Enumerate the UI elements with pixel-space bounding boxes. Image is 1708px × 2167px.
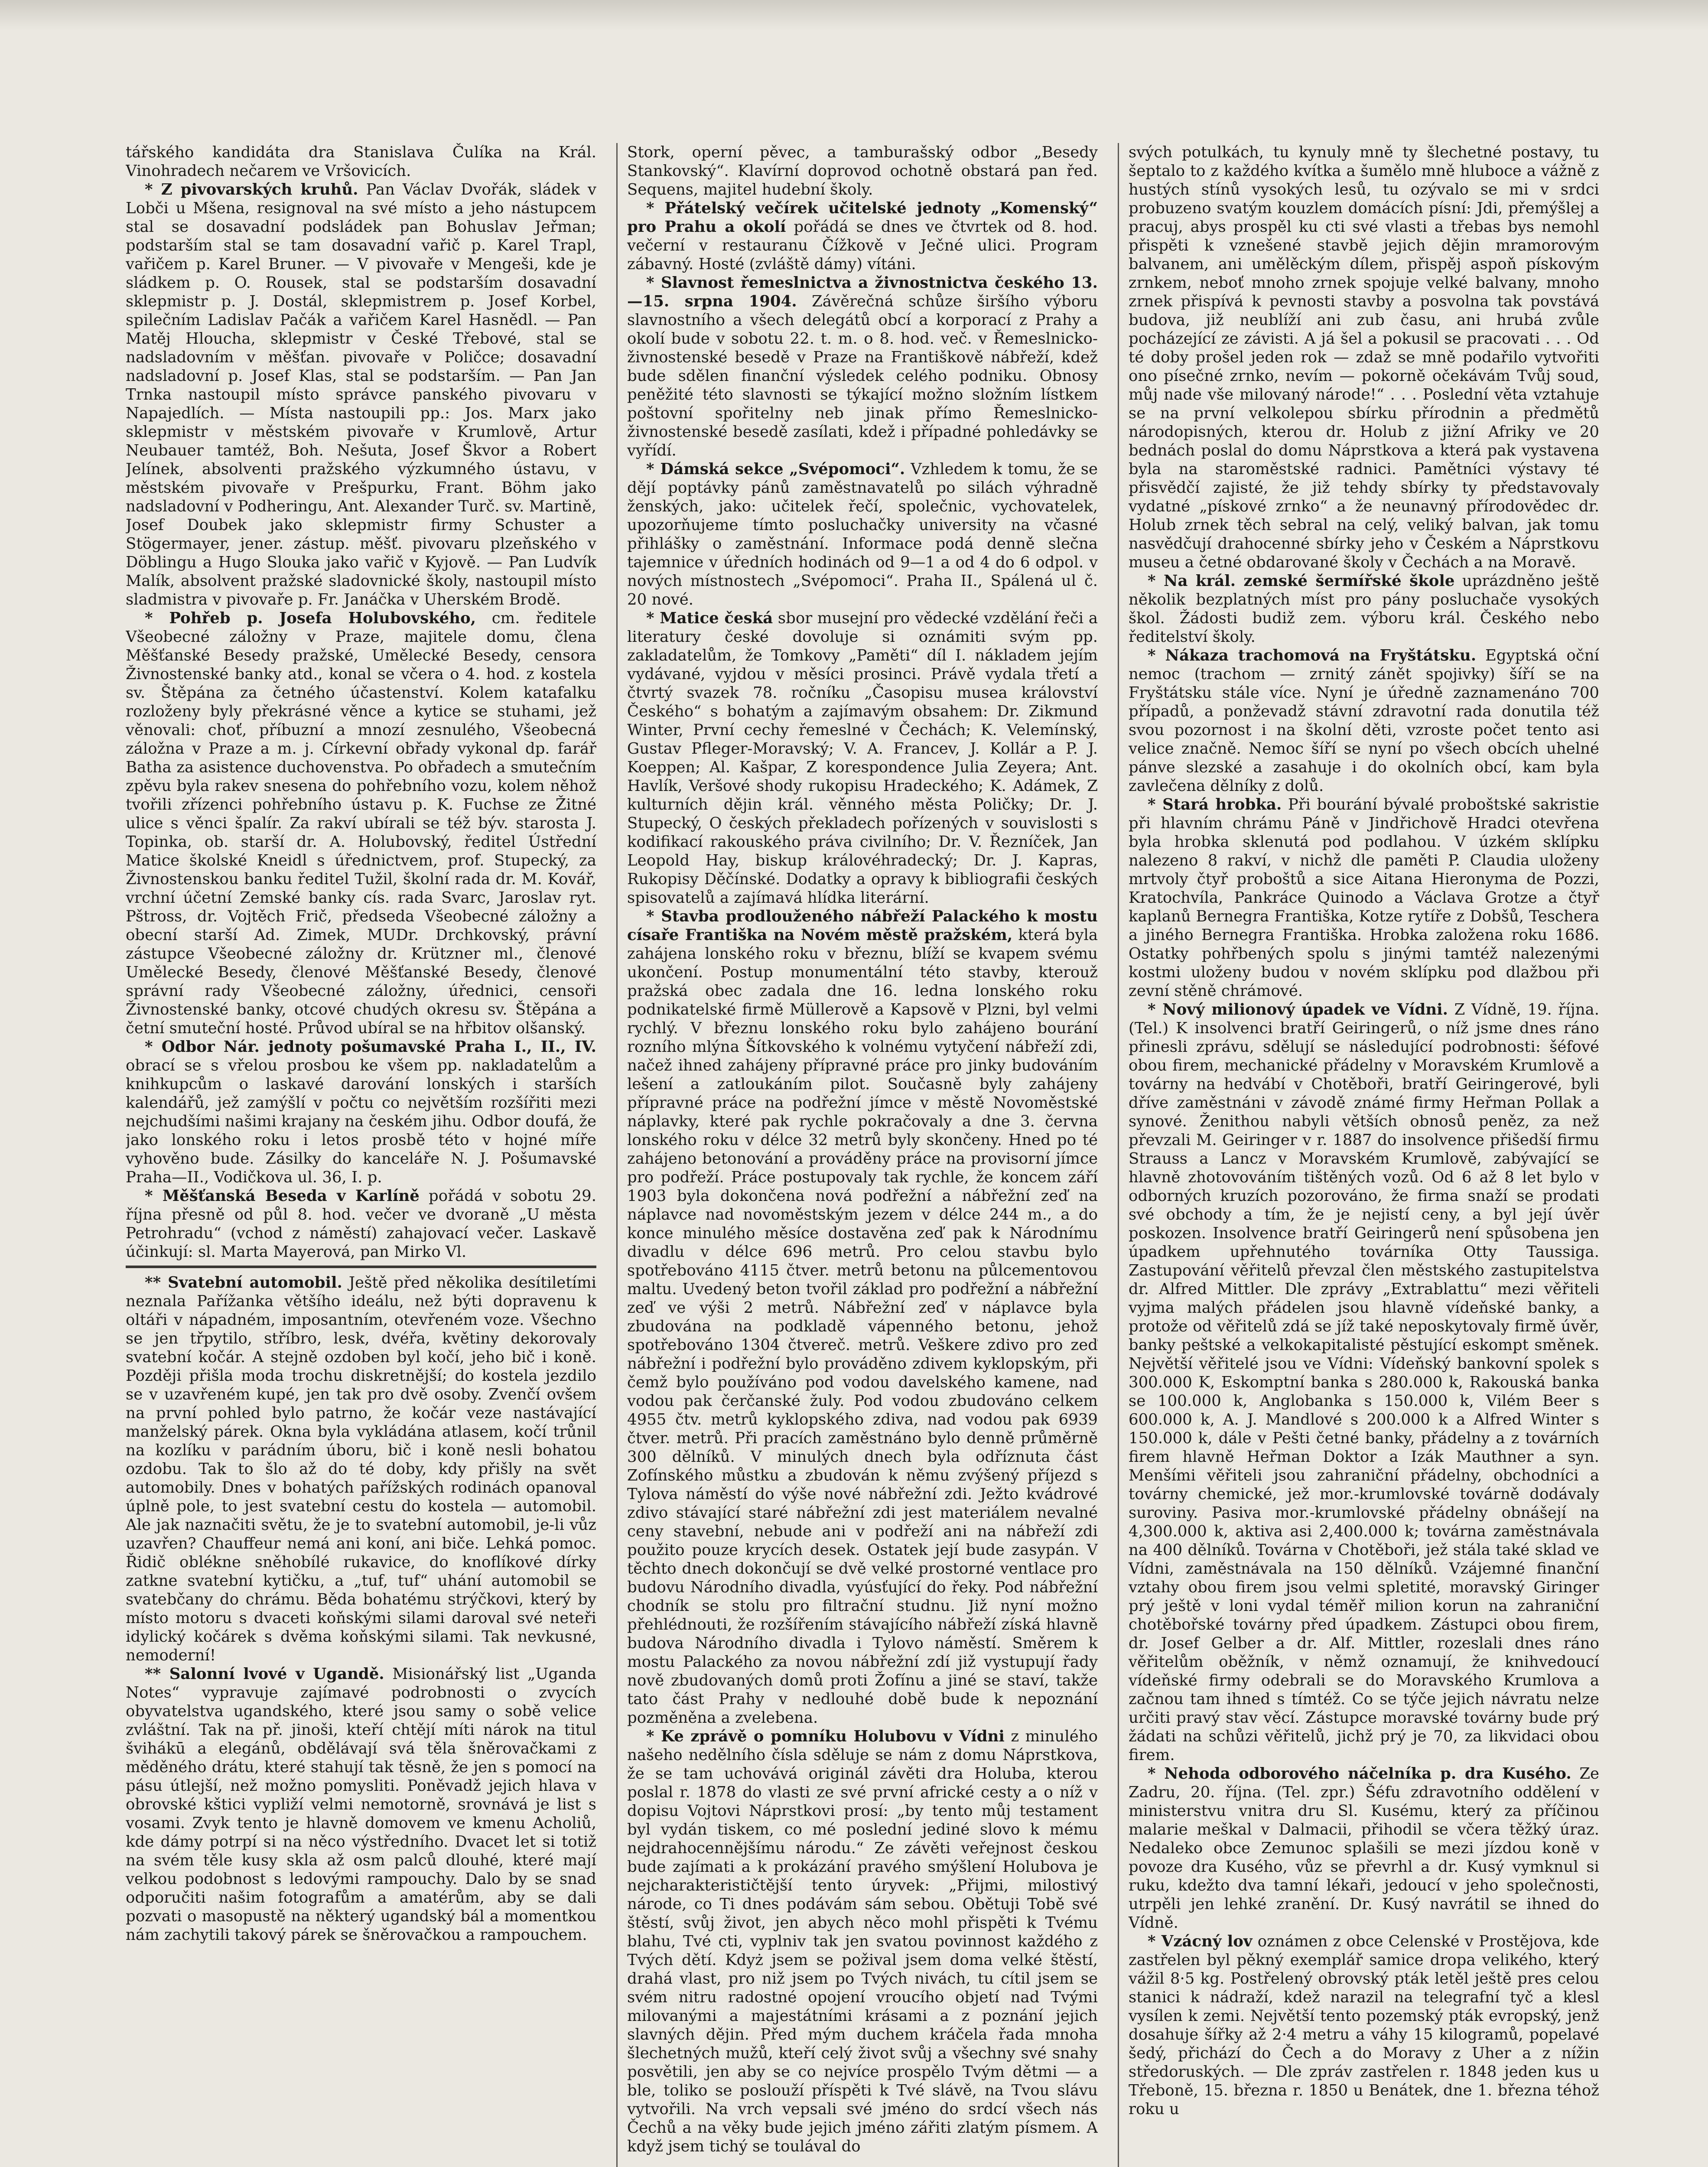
article-heading: * Matice česká: [646, 609, 773, 627]
article-text: z minulého našeho nedělního čísla sděluje se nám z domu Náprstkova, že se tam uchovává originál závěti dra Holuba, kterou poslal r. 1878 do vlasti ze své první africké cesty a o níž v dopisu Vojtovi Náprstkovi prosí: „by tento můj testament byl vydán tiskem, co mé poslední jediné slovo k mému nejdrahocennějšímu národu.“ Ze závěti veřejnost českou bude zajímati a k prokázání pravého smýšlení Holubova je nejcharakterističtější tento úryvek: „Přijmi, milostivý národe, co Ti dnes podávám sám sebou. Obětuji Tobě své štěstí, svůj život, jen abych něco mohl přispěti k Tvému blahu, Tvé cti, vyplniv tak jen svatou povinnost každého z Tvých dětí. Kdyż jsem se požival jsem doma velké štěstí, drahá vlast, pro niž jsem po Tvých nivách, tu cítil jsem se svém nitru radostné opojení vroucího objetí nad Tvými milovanými a majestátními krásami a z poznání jejich slavných dějin. Před mým duchem kráčela řada mnoha šlechetných mužů, kteří celý život svůj a všechny své snahy posvětili, jen aby se co nejvíce prospělo Tvým dětmi — a ble, toliko se poslouží příspěti k Tvé slávě, na Tvou slávu vytvořili. Na vrch vepsali své jméno do srdcí všech nás Čechů a na věky bude jejich jméno zářiti zlatým písmem. A když jsem tichý se toulával do: [627, 1728, 1098, 2155]
article-paragraph: [627, 199, 1098, 273]
article-heading: * Vzácný lov: [1148, 1933, 1253, 1950]
article-paragraph: [627, 460, 1098, 609]
column-3: [1118, 143, 1599, 2167]
article-paragraph: [1129, 646, 1599, 795]
article-paragraph: [126, 180, 596, 609]
article-heading: * Na král. zemské šermířské škole: [1148, 572, 1455, 590]
article-paragraph: [1129, 795, 1599, 1000]
text-columns: [126, 143, 1599, 2167]
column-1: [126, 143, 596, 2167]
article-paragraph: [1129, 143, 1599, 572]
article-paragraph: [627, 1727, 1098, 2156]
article-heading: * Pohřeb p. Josefa Holubovského,: [145, 609, 476, 627]
article-text: sbor musejní pro vědecké vzdělání řeči a literatury české dovoluje si oznámiti svým pp. zakladatelům, že Tomkovy „Paměti“ díl I. nákladem jejím vydávané, vyjdou v měsíci prosinci. Právě vydala třetí a čtvrtý svazek 78. ročníku „Časopisu musea království Českého“ s bohatým a zajímavým obsahem: Dr. Zikmund Winter, První cechy řemeslné v Čechách; K. Velemínský, Gustav Pfleger-Moravský; V. A. Francev, J. Kollár a P. J. Koeppen; Al. Kašpar, Z korespondence Julia Zeyera; Ant. Havlík, Veršové shody rukopisu Hradeckého; K. Adámek, Z kulturních dějin král. věnného města Poličky; Dr. J. Stupecký, O českých překladech pořízených v souvislosti s kodifikací rakouského práva civilního; Dr. V. Řezníček, Jan Leopold Hay, biskup královéhradecký; Dr. J. Kapras, Rukopisy Děčínské. Dodatky a opravy k bibliografii českých spisovatelů a zajímavá hlídka literární.: [627, 609, 1098, 907]
article-text: pořádá se dnes ve čtvrtek od 8. hod. večerní v restauranu Čížkově v Ječné ulici. Program zábavný. Hosté (zvláště dámy) vítáni.: [627, 218, 1098, 273]
article-heading: * Nehoda odborového náčelníka p. dra Kusého.: [1148, 1765, 1571, 1783]
article-text: Závěrečná schůze širšího výboru slavnostního a všech delegátů obcí a korporací z Prahy a okolí bude v sobotu 22. t. m. o 8. hod. več. v Řemeslnicko-živnostenské besedě v Praze na Františkově nábřeží, kdež bude sdělen finanční výsledek celého podniku. Obnosy peněžité této slavnosti se týkající možno složním lístkem poštovní spořitelny neb jinak přímo Řemeslnicko-živnostenské besedě zasílati, kdež i případné pohledávky se vyřídí.: [627, 293, 1098, 459]
column-2: [616, 143, 1098, 2167]
article-heading: * Měšťanská Beseda v Karlíně: [145, 1187, 420, 1205]
article-text: Vzhledem k tomu, že se dějí poptávky pánů zaměstnavatelů po silách výhradně ženských, jako: učitelek řečí, společnic, vychovatelek, upozorňujeme tímto posluchačky university na včasné přihlášky o zaměstnání. Informace podá denně slečna tajemnice v úředních hodinách od 9—1 a od 4 do 6 odpol. v nových místnostech „Svépomoci“. Praha II., Spálená ul č. 20 nové.: [627, 460, 1098, 608]
article-heading: * Přátelský večírek učitelské jednoty „Komenský“ pro Prahu a okolí: [627, 199, 1098, 236]
article-heading: * Stará hrobka.: [1148, 796, 1282, 813]
article-text: obrací se s vřelou prosbou ke všem pp. nakladatelům a knihkupcům o laskavé darování lonských i starších kalendářů, jež zamýšlí v počtu co největším rozšířiti mezi nejchudšími našimi krajany na českém jihu. Odbor doufá, že jako lonského roku i letos prosbě této v hojné míře vyhověno bude. Zásilky do kanceláře N. J. Pošumavské Praha—II., Vodičkova ul. 36, I. p.: [126, 1057, 596, 1186]
article-paragraph: [1129, 1764, 1599, 1932]
article-text: cm. ředitele Všeobecné záložny v Praze, majitele domu, člena Měšťanské Besedy pražské, Umělecké Besedy, censora Živnostenské banky atd., konal se včera o 4. hod. z kostela sv. Štěpána za četného účastenství. Kolem katafalku rozloženy byly překrásné věnce a kytice se stuhami, jež věnovali: choť, příbuzní a mnozí zesnulého, Všeobecná záložna v Praze a m. j. Církevní obřady vykonal dp. farář Batha za asistence duchovenstva. Po obřadech a smutečním zpěvu byla rakev snesena do pohřebního vozu, kolem něhož tvořili zřízenci pohřebního ústavu p. K. Fuchse ze Žitné ulice s věnci špalír. Za rakví ubírali se též býv. starosta J. Topinka, ob. starší dr. A. Holubovský, ředitel Ústřední Matice školské Kneidl s úřednictvem, prof. Stupecký, za Živnostenskou banku ředitel Tužil, školní rada dr. M. Kovář, vrchní účetní Zemské banky cís. rada Svarc, Jaroslav ryt. Pštross, dr. Vojtěch Frič, předseda Všeobecné záložny a obecní starší Ad. Zimek, MUDr. Drchkovský, právní zástupce Všeobecné záložny dr. Krützner ml., členové Umělecké Besedy, členové Měšťanské Besedy, členové správní rady Všeobecné záložny, úřednici, censoři Živnostenské banky, otcové chudých okresu sv. Štěpána a četní smuteční hosté. Průvod ubíral se na hřbitov olšanský.: [126, 609, 596, 1037]
article-heading: * Odbor Nár. jednoty pošumavské Praha I., II., IV.: [145, 1038, 596, 1056]
article-text: Ještě před několika desítiletími neznala Pařížanka většího ideálu, než býti dopravenu k oltáři v nápadném, imposantním, otevřeném voze. Všechno se jen třpytilo, stříbro, lesk, dvéřa, květiny dekorovaly svatební kočár. A stejně ozdoben byl kočí, jeho bič i koně. Později přišla moda trochu diskretnější; do kostela jezdilo se v uzavřeném kupé, jen tak pro dvě osoby. Zvenčí ovšem na první pohled bylo patrno, že kočár veze nastávající manželský párek. Okna byla vykládána atlasem, kočí trůnil na kozlíku v parádním úboru, bič i koně nesli bohatou ozdobu. Tak to šlo až do té doby, kdy přišly na svět automobily. Dnes v bohatých pařížských rodinách opanoval úplně pole, to jest svatební cestu do kostela — automobil. Ale jak naznačiti světu, že je to svatební automobil, je-li vůz uzavřen? Chauffeur nemá ani koní, ani biče. Lehká pomoc. Řidič oblékne sněhobílé rukavice, do knoflíkové dírky zatkne svatební kytičku, a „tuf, tuf“ uhání automobil se svatebčany do chrámu. Běda bohatému strýčkovi, který by místo motoru s dvaceti koňskými silami daroval své neteři idylický kočárek s dvěma koňskými silami. Tak nevkusné, nemoderní!: [126, 1274, 596, 1664]
article-paragraph: [1129, 572, 1599, 646]
article-heading: * Slavnost řemeslnictva a živnostnictva českého 13.—15. srpna 1904.: [627, 274, 1098, 310]
article-paragraph: [627, 907, 1098, 1727]
article-text: Stork, operní pěvec, a tamburašský odbor „Besedy Stankovský“. Klavírní doprovod ochotně obstará pan řed. Sequens, majitel hudební školy.: [627, 143, 1098, 198]
article-heading: ** Svatební automobil.: [145, 1274, 342, 1292]
article-heading: * Dámská sekce „Svépomoci“.: [646, 460, 905, 478]
article-text: Z Vídně, 19. října. (Tel.) K insolvenci bratří Geiringerů, o níž jsme dnes ráno přinesli zprávu, sdělují se následující podrobnosti: šéfové obou firem, mechanické přádelny v Moravském Krumlově a továrny na hedvábí v Chotěboři, bratří Geiringerové, byli dříve zaměstnáni v závodě známé firmy Heřman Pollak a synové. Ženithou nabyli větších obnosů peněz, za než převzali M. Geiringer v r. 1887 do insolvence přišedší firmu Strauss a Lancz v Moravském Krumlově, zabývající se hlavně zhotovováním tištěných vozů. Od 6 až 8 let bylo v odborných kruzích pozorováno, že firma snaží se prodati své obchody a tím, že je nejistí ceny, a byl její úvěr poskozen. Insolvence bratří Geiringerů není spůsobena jen úpadkem upřehnutého továrníka Otty Taussiga. Zastupování věřitelů převzal člen městského zastupitelstva dr. Alfred Mittler. Dle zprávy „Extrablattu“ mezi věřiteli vyjma malých přádelen jsou hlavně vídeňské banky, a protože od věřitelů zdá se jíž také neposkytovaly firmě úvěr, banky peštské a velkokapitalisté pěstující eskompt směnek. Největší věřitelé jsou ve Vídni: Vídeňský bankovní spolek s 300.000 K, Eskomptní banka s 280.000 k, Rakouská banka se 100.000 k, Anglobanka s 150.000 k, Vilém Beer s 600.000 k, A. J. Mandlové s 200.000 k a Alfred Winter s 150.000 k, dále v Pešti četné banky, přádelny a z továrních firem hlavně Heřman Doktor a Izák Mauthner a syn. Menšími věřiteli jsou zahraniční přádelny, obchodníci a továrny chemické, jež mor.-krumlovské továrně dodávaly suroviny. Pasiva mor.-krumlovské přádelny obnášejí na 4,300.000 k, aktiva asi 2,400.000 k; továrna zaměstnávala na 400 dělníků. Továrna v Chotěboři, jež stála také sklad ve Vídni, zaměstnávala na 150 dělníků. Vzájemné finanční vztahy obou firem jsou velmi spletité, moravský Giringer prý ještě v loni vydal téměř milion korun na zahraniční chotěbořské továrny před úpadkem. Zástupci obou firem, dr. Josef Gelber a dr. Alf. Mittler, rozeslali dnes ráno věřitelům oběžník, v němž oznamují, že knihvedoucí vídeňské firmy odebrali se do Moravského Krumlova a začnou tam ihned s tímtéž. Co se týče jejich návratu nelze určiti pravý stav věcí. Zástupce moravské továrny bude prý žádati na schůzi věřitelů, jichž prý je 70, za likvidaci obou firem.: [1129, 1001, 1599, 1764]
page-edge-shadow: [0, 0, 1708, 30]
article-text: pořádá v sobotu 29. října přesně od půl 8. hod. večer ve dvoraně „U města Petrohradu“ (vchod z náměstí) zahajovací večer. Laskavě účinkují: sl. Marta Mayerová, pan Mirko Vl.: [126, 1187, 596, 1261]
article-text: Egyptská oční nemoc (trachom — zrnitý zánět spojivky) šíří se na Fryštátsku stále více. Nyní je úředně zaznamenáno 700 případů, a ponževadž stávní zdravotní rada donutila též svou pozornost i na školní děti, vzroste počet tento asi velice značně. Nemoc šíří se nyní po všech obcích uhelné pánve slezské a zasahuje i do okolních obcí, kam byla zavlečena dělníky z dolů.: [1129, 647, 1599, 795]
article-text: Ze Zadru, 20. října. (Tel. zpr.) Šéfu zdravotního oddělení v ministerstvu vnitra dru Sl. Kusému, který za příčinou malarie meškal v Dalmacii, přihodil se včera těžký úraz. Nedaleko obce Zemunoc splašili se mezi jízdou koně v povoze dra Kusého, vůz se převrhl a dr. Kusý vymknul si ruku, kdežto dva tamní lékaři, jedoucí v jeho společnosti, utrpěli jen lehké zranění. Dr. Kusý navrátil se ihned do Vídně.: [1129, 1765, 1599, 1932]
article-paragraph: [627, 609, 1098, 907]
article-heading: * Z pivovarských kruhů.: [145, 181, 358, 198]
section-divider: [126, 1266, 596, 1268]
article-paragraph: [126, 1038, 596, 1187]
article-text: svých potulkách, tu kynuly mně ty šlechetné postavy, tu šeptalo to z každého kvítka a šumělo mně hluboce a vážně z hustých stínů vysokých lesů, tu ozývalo se mi v srdci probuzeno svatým kouzlem domácích písní: Jdi, přemýšlej a pracuj, abys prospěl ku cti své vlasti a třebas bys nemohl přispěti k vznešené stavbě jejich dějin mramorovým balvanem, ani umělěckým dílem, přispěj aspoň pískovým zrnkem, neboť mnoho zrnek spojuje velké balvany, mnoho zrnek přispívá k pevnosti stavby a posvolna tak povstává budova, již neublíží ani zub času, ani hrubá zvůle pocházející ze závisti. A já šel a pokusil se pracovati . . . Od té doby prošel jeden rok — zdaž se mně podařilo vytvořiti ono písečné zrnko, nevím — pokorně očekávám Tvůj soud, můj nade vše milovaný národe!“ . . . Poslední věta vztahuje se na první velkolepou sbírku přírodnin a předmětů národopisných, kterou dr. Holub z jižní Afriky ve 20 bednách poslal do domu Náprstkova a která pak vystavena byla na staroměstské radnici. Pamětníci výstavy té přisvědčí zajisté, že již tehdy sbírky ty představovaly vydatné „pískové zrnko“ a že neunavný přírodovědec dr. Holub zrnek těch sebral na celý, veliký balvan, jak tomu nasvědčují drahocenné sbírky jeho v Českém a Náprstkovu museu a četné obdarované školy v Čechách a na Moravě.: [1129, 143, 1599, 571]
article-heading: ** Salonní lvové v Ugandě.: [145, 1665, 384, 1683]
article-paragraph: [126, 609, 596, 1038]
article-paragraph: [627, 273, 1098, 460]
article-paragraph: [126, 1187, 596, 1261]
article-text: která byla zahájena lonského roku v březnu, blíží se kvapem svému ukončení. Postup monumentální této stavby, kterouž pražská obec zadala dne 16. ledna lonského roku podnikatelské firmě Müllerově a Kapsově v Plzni, byl velmi rychlý. V březnu lonského roku bylo zahájeno bourání rozního mlýna Šítkovského k volnému vytyčení nábřeží zdi, načež ihned zahájeny přípravné práce pro jinky budováním lešení a zatloukáním pilot. Současně byly zahájeny přípravné práce na podřežní jímce v městě Novoměstské náplavky, které pak rychle pokračovaly a dne 3. června lonského roku v délce 32 metrů byly skončeny. Hned po té zahájeno betonování a prováděny práce na provisorní jímce pro podřeží. Práce postupovaly tak rychle, že koncem září 1903 byla dokončena nová podřežní a nábřežní zeď na náplavce nad novoměstským jezem v délce 244 m., a do konce minulého měsíce dostavěna zeď pak k Národnímu divadlu v délce 696 metrů. Pro celou stavbu bylo spotřebováno 4115 čtver. metrů betonu na půlcementovou maltu. Uvedený beton tvořil základ pro podřežní a nábřežní zeď ve výši 2 metrů. Nábřežní zeď v náplavce byla zbudována na podkladě vápenného betonu, jehož spotřebováno 1304 čtvereč. metrů. Veškere zdivo pro zeď nábřežní i podřežní bylo prováděno zdivem kyklopským, při čemž bylo používáno pod vodou davelského kamene, nad vodou pak čerčanské žuly. Pod vodou zbudováno celkem 4955 čtv. metrů kyklopského zdiva, nad vodou pak 6939 čtver. metrů. Při pracích zaměstnáno bylo denně průměrně 300 dělníků. V minulých dnech byla odříznuta část Zofínského můstku a zbudován k němu zvýšený příjezd s Tylova náměstí do výše nové nábřežní zdi. Ježto kvádrové zdivo stávající staré nábřežní zdi jest materiálem nevalné ceny stavební, nebude ani v podřeží ani na nábřeží zdi použito pouze krycích desek. Ostatek její bude zasypán. V těchto dnech dokončují se dvě velké prostorné ventlace pro budovu Národního divadla, vyúsťující do řeky. Pod nábřežní chodník se stolu pro filtrační studnu. Již nyní možno přehlédnouti, že rozšířením stávajícího nábřeží získá hlavně budova Národního divadla i Tylovo náměstí. Směrem k mostu Palackého za novou nábřežní zdí již vystupují řady nově zbudovaných domů proti Žofínu a jiné se staví, takže tato část Prahy v nedlouhé době bude k nepoznání pozměněna a zvelebena.: [627, 926, 1098, 1727]
article-paragraph: [126, 1665, 596, 1944]
article-heading: * Ke zprávě o pomníku Holubovu v Vídni: [646, 1728, 1005, 1745]
article-heading: * Nový milionový úpadek ve Vídni.: [1148, 1001, 1448, 1018]
article-paragraph: [627, 143, 1098, 199]
article-heading: * Nákaza trachomová na Fryštátsku.: [1148, 647, 1477, 664]
article-text: tářského kandidáta dra Stanislava Čulíka na Král. Vinohradech nečarem ve Vršovicích.: [126, 143, 596, 180]
article-heading: * Stavba prodlouženého nábřeží Palackého k mostu císaře Františka na Novém městě pražském,: [627, 908, 1098, 944]
article-text: oznámen z obce Celenské v Prostějova, kde zastřelen byl pěkný exemplář samice dropa velikého, který vážil 8·5 kg. Postřelený obrovský pták letěl ještě pres celou stanici k nádraží, kdež narazil na telegrafní tyč a klesl vysílen k zemi. Největší tento pozemský pták evropský, jenž dosahuje šířky až 2·4 metru a váhy 15 kilogramů, popelavé šedý, přichází do Čech a do Moravy z Uher a z nížin středoruských. — Dle zpráv zastřelen r. 1848 jeden kus u Třeboně, 15. března r. 1850 u Benátek, dne 1. března téhož roku u: [1129, 1933, 1599, 2118]
article-paragraph: [1129, 1932, 1599, 2118]
article-paragraph: [1129, 1000, 1599, 1764]
article-text: Při bourání bývalé proboštské sakristie při hlavním chrámu Páně v Jindřichově Hradci otevřena byla hrobka sklenutá pod podlahou. V úzkém sklípku nalezeno 8 rakví, v nichž dle paměti P. Claudia uloženy mrtvoly čtyř proboštů a sice Aitana Hieronyma de Pozzi, Kratochvíla, Pankráce Quinodo a Václava Grotze a čtyř kaplanů Bernegra Františka, Kotze rytíře z Dobšů, Teschera a jiného Bernegra Františka. Hrobka založena roku 1686. Ostatky pohřbených spolu s jinými tamtéž nalezenými kostmi uloženy budou v novém sklípku pod dlažbou při zevní stěně chrámové.: [1129, 796, 1599, 1000]
article-text: Pan Václav Dvořák, sládek v Lobči u Mšena, resignoval na své místo a jeho nástupcem stal se dosavadní podsládek pan Bohuslav Jeřman; podstarším stal se tam dosavadní vařič p. Karel Trapl, vařičem p. Karel Bruner. — V pivovaře v Mengeši, kde je sládkem p. O. Rousek, stal se podstarším dosavadní sklepmistr p. J. Dostál, sklepmistrem p. Josef Korbel, spilečním Ladislav Pačák a vařičem Karel Hasnědl. — Pan Matěj Hloucha, sklepmistr v České Třebové, stal se nadsladovním v měšťan. pivovaře v Poličce; dosavadní nadsladovní p. Josef Klas, stal se podstarším. — Pan Jan Trnka nastoupil místo správce panského pivovaru v Napajedlích. — Místa nastoupili pp.: Jos. Marx jako sklepmistr v městském pivovaře v Krumlově, Artur Neubauer tamtéž, Boh. Nešuta, Josef Škvor a Robert Jelínek, absolventi pražského výzkumného ústavu, v městském pivovaře v Prešpurku, Frant. Böhm jako nadsladovní v Podheringu, Ant. Alexander Turč. sv. Martině, Josef Doubek jako sklepmistr firmy Schuster a Stögermayer, jener. zástup. měšť. pivovaru plzeňského v Döblingu a Hugo Slouka jako vařič v Kyjově. — Pan Ludvík Malík, absolvent pražské sladovnické školy, nastoupil místo sladmistra v pivovaře p. Fr. Janáčka v Uherském Brodě.: [126, 181, 596, 608]
article-paragraph: [126, 1273, 596, 1665]
article-text: uprázdněno ještě několik bezplatných míst pro pány posluchače vysokých škol. Žádosti budiž zem. výboru král. Českého nebo ředitelství školy.: [1129, 572, 1599, 646]
article-paragraph: [126, 143, 596, 180]
article-text: Misionářský list „Uganda Notes“ vypravuje zajímavé podrobnosti o zvycích obyvatelstva ugandského, které jsou samy o sobě velice zvláštní. Tak na př. jinoši, kteří chtějí míti nárok na titul švihákū a elegánů, obdělávají svá těla šněrovačkami z měděného drátu, které stahují tak těsně, že jen s pomocí na pásu útlejší, než možno pomysliti. Poněvadž jejich hlava v obrovské kštici vypliží velmi nemotorně, srovnává je list s vosami. Zvyk tento je hlavně domovem ve kmenu Acholiů, kde dámy potrpí si na něco výstředního. Dvacet let si totiž na svém těle kusy skla až osm palců dlouhé, které mají velkou podobnost s ledovými rampouchy. Dalo by se snad odporučiti našim fotografům a amatérům, aby se dali pozvati o masopustě na některý ugandský bál a momentkou nám zachytili takový párek se šněrovačkou a rampouchem.: [126, 1665, 596, 1944]
